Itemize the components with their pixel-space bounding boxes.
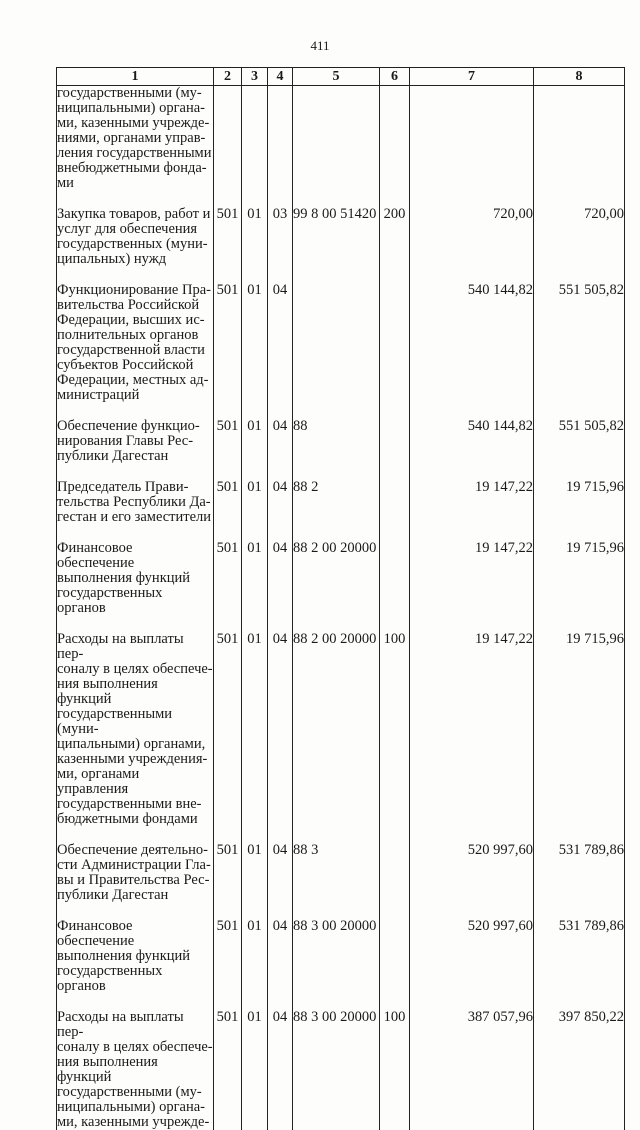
spacer-cell xyxy=(242,525,268,541)
amount-year-2: 531 789,86 xyxy=(534,843,625,903)
item-name: государственными (му- ниципальными) органа- ми, казенными учрежде- ниями, органами управ- ления государственными внебюджетными фонда- ми xyxy=(57,86,214,192)
spacer-cell xyxy=(410,903,534,919)
spacer-cell xyxy=(242,827,268,843)
spacer-cell xyxy=(534,464,625,480)
code-section: 01 xyxy=(242,283,268,403)
spacer-cell xyxy=(268,616,293,632)
amount-year-2: 551 505,82 xyxy=(534,283,625,403)
code-expense-type xyxy=(380,541,410,616)
spacer-cell xyxy=(380,464,410,480)
spacer-cell xyxy=(293,827,380,843)
spacer-cell xyxy=(214,267,242,283)
amount-year-1: 520 997,60 xyxy=(410,843,534,903)
code-section: 01 xyxy=(242,419,268,464)
header-col-3: 3 xyxy=(242,68,268,86)
code-subsection: 04 xyxy=(268,843,293,903)
spacer-cell xyxy=(57,903,214,919)
amount-year-1: 520 997,60 xyxy=(410,919,534,994)
spacer-cell xyxy=(57,525,214,541)
code-expense-type xyxy=(380,843,410,903)
code-subsection: 04 xyxy=(268,919,293,994)
code-section: 01 xyxy=(242,632,268,827)
code-section: 01 xyxy=(242,1010,268,1130)
code-subsection: 04 xyxy=(268,283,293,403)
header-col-1: 1 xyxy=(57,68,214,86)
spacer-cell xyxy=(242,994,268,1010)
code-target: 88 3 00 20000 xyxy=(293,1010,380,1130)
code-ved: 501 xyxy=(214,843,242,903)
amount-year-2 xyxy=(534,86,625,192)
spacer-cell xyxy=(410,616,534,632)
spacer-cell xyxy=(293,525,380,541)
code-subsection xyxy=(268,86,293,192)
item-name: Финансовое обеспечение выполнения функций государственных органов xyxy=(57,919,214,994)
table-row xyxy=(57,207,625,267)
code-subsection: 03 xyxy=(268,207,293,267)
item-name: Председатель Прави- тельства Республики Да- гестан и его заместители xyxy=(57,480,214,525)
header-row xyxy=(57,68,625,86)
spacer-cell xyxy=(214,464,242,480)
code-target xyxy=(293,86,380,192)
amount-year-2: 19 715,96 xyxy=(534,632,625,827)
header-col-7: 7 xyxy=(410,68,534,86)
table-row xyxy=(57,1010,625,1130)
code-target: 88 xyxy=(293,419,380,464)
spacer-cell xyxy=(268,525,293,541)
code-subsection: 04 xyxy=(268,480,293,525)
code-ved: 501 xyxy=(214,480,242,525)
row-spacer xyxy=(57,827,625,843)
spacer-cell xyxy=(534,267,625,283)
code-expense-type: 100 xyxy=(380,632,410,827)
row-spacer xyxy=(57,525,625,541)
table-row xyxy=(57,86,625,192)
item-name: Обеспечение деятельно- сти Администрации Гла- вы и Правительства Рес- публики Дагестан xyxy=(57,843,214,903)
spacer-cell xyxy=(268,903,293,919)
table-body xyxy=(57,86,625,1130)
spacer-cell xyxy=(242,267,268,283)
code-subsection: 04 xyxy=(268,541,293,616)
table-row xyxy=(57,480,625,525)
code-expense-type xyxy=(380,919,410,994)
code-ved: 501 xyxy=(214,1010,242,1130)
item-name: Обеспечение функцио- нирования Главы Рес- публики Дагестан xyxy=(57,419,214,464)
code-section: 01 xyxy=(242,541,268,616)
table-row xyxy=(57,419,625,464)
amount-year-1: 19 147,22 xyxy=(410,632,534,827)
spacer-cell xyxy=(293,267,380,283)
header-col-8: 8 xyxy=(534,68,625,86)
code-target: 88 2 00 20000 xyxy=(293,541,380,616)
code-target: 88 2 xyxy=(293,480,380,525)
spacer-cell xyxy=(214,827,242,843)
code-section: 01 xyxy=(242,919,268,994)
code-target xyxy=(293,283,380,403)
amount-year-2: 551 505,82 xyxy=(534,419,625,464)
spacer-cell xyxy=(380,827,410,843)
amount-year-1: 540 144,82 xyxy=(410,419,534,464)
spacer-cell xyxy=(534,994,625,1010)
item-name: Расходы на выплаты пер- соналу в целях обеспече- ния выполнения функций государственными (муни- ципальными) органами, казенными учреждения- ми, органами управления государственными вне- бюджетными фондами xyxy=(57,632,214,827)
code-expense-type xyxy=(380,86,410,192)
item-name: Расходы на выплаты пер- соналу в целях обеспече- ния выполнения функций государственными (му- ниципальными) органа- ми, казенными учрежде- xyxy=(57,1010,214,1130)
spacer-cell xyxy=(268,267,293,283)
spacer-cell xyxy=(57,267,214,283)
spacer-cell xyxy=(268,191,293,207)
spacer-cell xyxy=(57,827,214,843)
code-ved: 501 xyxy=(214,207,242,267)
table-row xyxy=(57,283,625,403)
amount-year-1: 19 147,22 xyxy=(410,480,534,525)
spacer-cell xyxy=(293,464,380,480)
spacer-cell xyxy=(534,191,625,207)
spacer-cell xyxy=(293,994,380,1010)
spacer-cell xyxy=(380,616,410,632)
spacer-cell xyxy=(534,403,625,419)
amount-year-2: 397 850,22 xyxy=(534,1010,625,1130)
code-expense-type xyxy=(380,283,410,403)
header-col-5: 5 xyxy=(293,68,380,86)
amount-year-1: 720,00 xyxy=(410,207,534,267)
code-subsection: 04 xyxy=(268,632,293,827)
header-col-6: 6 xyxy=(380,68,410,86)
spacer-cell xyxy=(410,267,534,283)
spacer-cell xyxy=(214,994,242,1010)
code-expense-type: 100 xyxy=(380,1010,410,1130)
spacer-cell xyxy=(214,403,242,419)
code-subsection: 04 xyxy=(268,419,293,464)
spacer-cell xyxy=(242,616,268,632)
spacer-cell xyxy=(57,403,214,419)
row-spacer xyxy=(57,903,625,919)
code-ved xyxy=(214,86,242,192)
spacer-cell xyxy=(410,191,534,207)
item-name: Финансовое обеспечение выполнения функций государственных органов xyxy=(57,541,214,616)
spacer-cell xyxy=(380,191,410,207)
code-target: 88 3 xyxy=(293,843,380,903)
code-section: 01 xyxy=(242,843,268,903)
spacer-cell xyxy=(293,191,380,207)
table-row xyxy=(57,541,625,616)
spacer-cell xyxy=(380,994,410,1010)
page-number: 411 xyxy=(0,38,640,54)
spacer-cell xyxy=(268,403,293,419)
spacer-cell xyxy=(268,827,293,843)
code-ved: 501 xyxy=(214,541,242,616)
code-ved: 501 xyxy=(214,419,242,464)
code-target: 99 8 00 51420 xyxy=(293,207,380,267)
code-section xyxy=(242,86,268,192)
spacer-cell xyxy=(410,994,534,1010)
amount-year-1: 19 147,22 xyxy=(410,541,534,616)
spacer-cell xyxy=(534,616,625,632)
code-target: 88 3 00 20000 xyxy=(293,919,380,994)
spacer-cell xyxy=(214,903,242,919)
spacer-cell xyxy=(534,903,625,919)
spacer-cell xyxy=(534,827,625,843)
spacer-cell xyxy=(410,464,534,480)
spacer-cell xyxy=(57,191,214,207)
spacer-cell xyxy=(214,616,242,632)
spacer-cell xyxy=(380,903,410,919)
spacer-cell xyxy=(293,403,380,419)
spacer-cell xyxy=(410,827,534,843)
header-col-2: 2 xyxy=(214,68,242,86)
spacer-cell xyxy=(534,525,625,541)
table-row xyxy=(57,632,625,827)
code-expense-type: 200 xyxy=(380,207,410,267)
code-subsection: 04 xyxy=(268,1010,293,1130)
table-row xyxy=(57,919,625,994)
amount-year-2: 720,00 xyxy=(534,207,625,267)
code-ved: 501 xyxy=(214,632,242,827)
item-name: Закупка товаров, работ и услуг для обеспечения государственных (муни- ципальных) нужд xyxy=(57,207,214,267)
row-spacer xyxy=(57,464,625,480)
spacer-cell xyxy=(57,616,214,632)
row-spacer xyxy=(57,616,625,632)
spacer-cell xyxy=(214,525,242,541)
code-target: 88 2 00 20000 xyxy=(293,632,380,827)
spacer-cell xyxy=(410,403,534,419)
spacer-cell xyxy=(57,994,214,1010)
spacer-cell xyxy=(380,525,410,541)
spacer-cell xyxy=(380,403,410,419)
code-section: 01 xyxy=(242,207,268,267)
spacer-cell xyxy=(242,191,268,207)
spacer-cell xyxy=(57,464,214,480)
spacer-cell xyxy=(293,616,380,632)
code-expense-type xyxy=(380,419,410,464)
amount-year-1: 540 144,82 xyxy=(410,283,534,403)
code-expense-type xyxy=(380,480,410,525)
spacer-cell xyxy=(214,191,242,207)
spacer-cell xyxy=(242,403,268,419)
amount-year-1 xyxy=(410,86,534,192)
spacer-cell xyxy=(242,903,268,919)
amount-year-2: 531 789,86 xyxy=(534,919,625,994)
spacer-cell xyxy=(293,903,380,919)
code-ved: 501 xyxy=(214,283,242,403)
row-spacer xyxy=(57,191,625,207)
code-section: 01 xyxy=(242,480,268,525)
row-spacer xyxy=(57,267,625,283)
spacer-cell xyxy=(380,267,410,283)
spacer-cell xyxy=(410,525,534,541)
row-spacer xyxy=(57,403,625,419)
item-name: Функционирование Пра- вительства Российской Федерации, высших ис- полнительных органов государственной власти субъектов Российской Федерации, местных ад- министраций xyxy=(57,283,214,403)
amount-year-2: 19 715,96 xyxy=(534,480,625,525)
spacer-cell xyxy=(242,464,268,480)
spacer-cell xyxy=(268,464,293,480)
amount-year-2: 19 715,96 xyxy=(534,541,625,616)
header-col-4: 4 xyxy=(268,68,293,86)
spacer-cell xyxy=(268,994,293,1010)
row-spacer xyxy=(57,994,625,1010)
table-row xyxy=(57,843,625,903)
budget-table xyxy=(56,67,625,1130)
code-ved: 501 xyxy=(214,919,242,994)
amount-year-1: 387 057,96 xyxy=(410,1010,534,1130)
